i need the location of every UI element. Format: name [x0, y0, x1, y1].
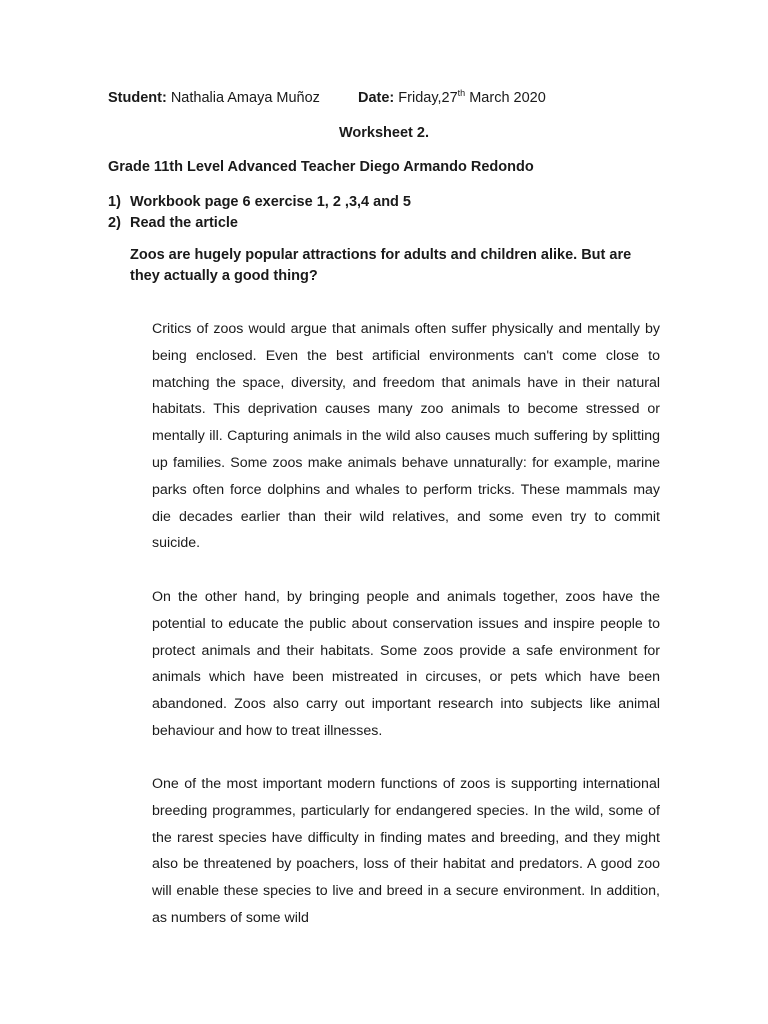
date-suffix: March 2020: [465, 90, 546, 106]
article-paragraph: Critics of zoos would argue that animals often suffer physically and mentally by being enclosed. Even the best artificial environments can't come close to matching the space, diversity, and freedom that animals have in their natural habitats. This deprivation causes many zoo animals to become stressed or mentally ill. Capturing animals in the wild also causes much suffering by splitting up families. Some zoos make animals behave unnaturally: for example, marine parks often force dolphins and whales to perform tricks. These mammals may die decades earlier than their wild relatives, and some even try to commit suicide.: [152, 321, 660, 552]
date-label: Date:: [358, 90, 395, 106]
article-question: Zoos are hugely popular attractions for adults and children alike. But are they actually a good thing?: [130, 247, 632, 284]
task-list: [108, 192, 411, 234]
grade-line: Grade 11th Level Advanced Teacher Diego Armando Redondo: [108, 159, 534, 175]
student-date-line: [108, 90, 546, 106]
date-prefix: Friday,27: [398, 90, 458, 106]
date-value: [398, 90, 546, 106]
article-paragraph: One of the most important modern functions of zoos is supporting international breeding programmes, particularly for endangered species. In the wild, some of the rarest species have difficulty in finding mates and breeding, and they might also be threatened by poachers, loss of their habitat and predators. A good zoo will enable these species to live and breed in a secure environment. In addition, as numbers of some wild: [152, 776, 660, 926]
task-text: Workbook page 6 exercise 1, 2 ,3,4 and 5: [130, 194, 412, 210]
task-text: Read the article: [130, 215, 238, 231]
date-ordinal: th: [457, 88, 466, 99]
task-item: [108, 192, 411, 213]
task-number: 1): [108, 194, 121, 210]
task-number: 2): [108, 215, 121, 231]
student-label: Student:: [108, 90, 167, 106]
article-paragraph: On the other hand, by bringing people and animals together, zoos have the potential to educate the public about conservation issues and inspire people to protect animals and their habitats. Some zoos provide a safe environment for animals which have been mistreated in circuses, or pets which have been abandoned. Zoos also carry out important research into subjects like animal behaviour and how to treat illnesses.: [152, 589, 660, 739]
task-item: [108, 213, 411, 234]
worksheet-title: Worksheet 2.: [339, 125, 429, 141]
student-name: Nathalia Amaya Muñoz: [170, 90, 320, 106]
